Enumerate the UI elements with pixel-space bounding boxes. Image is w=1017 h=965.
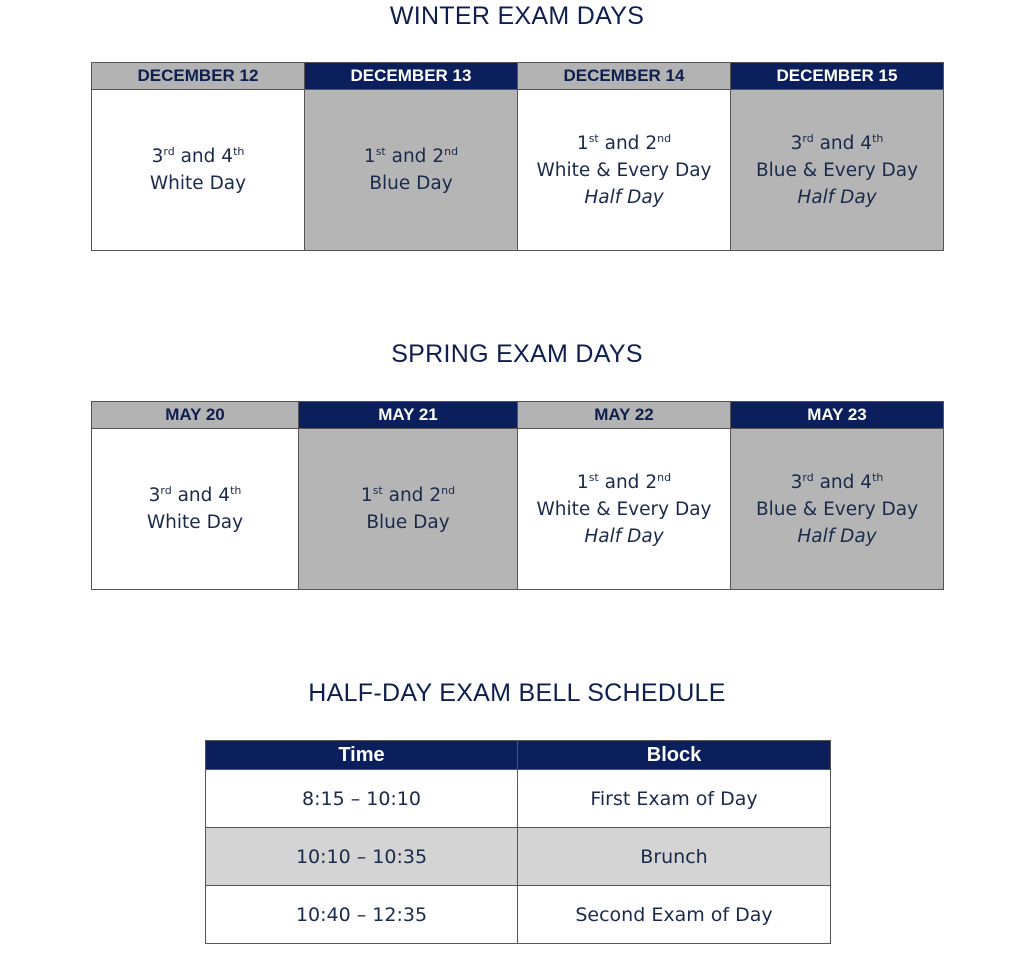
winter-day-cell: [305, 90, 518, 251]
winter-exam-table: [91, 62, 944, 251]
spring-exam-title: SPRING EXAM DAYS: [391, 340, 643, 368]
day-type-line: Blue & Every Day: [755, 159, 919, 181]
block-cell: First Exam of Day: [518, 770, 831, 828]
blocks-line: 3rd and 4th: [148, 484, 242, 506]
winter-day-cell: [92, 90, 305, 251]
blocks-line: 3rd and 4th: [790, 131, 884, 154]
table-row: [206, 770, 831, 828]
bell-schedule-title: HALF-DAY EXAM BELL SCHEDULE: [308, 679, 726, 707]
half-day-label: Half Day: [584, 186, 664, 208]
spring-date-header: MAY 22: [518, 402, 731, 429]
spring-content-row: [92, 429, 944, 590]
time-column-header: Time: [206, 741, 518, 770]
day-type-line: Blue Day: [366, 512, 450, 533]
spring-date-header: MAY 21: [299, 402, 518, 429]
time-cell: 8:15 – 10:10: [206, 770, 518, 828]
winter-day-cell: [518, 90, 731, 251]
bell-header-row: [206, 741, 831, 770]
winter-date-header: DECEMBER 13: [305, 63, 518, 90]
winter-exam-title: WINTER EXAM DAYS: [389, 2, 645, 30]
day-type-line: White & Every Day: [536, 159, 712, 181]
blocks-line: 3rd and 4th: [790, 470, 884, 493]
spring-exam-table: [91, 401, 944, 590]
bell-schedule-table: [205, 740, 831, 944]
half-day-label: Half Day: [584, 525, 664, 547]
time-cell: 10:10 – 10:35: [206, 828, 518, 886]
table-row: [206, 828, 831, 886]
blocks-line: 1st and 2nd: [360, 484, 456, 506]
half-day-label: Half Day: [797, 186, 877, 208]
winter-date-header: DECEMBER 12: [92, 63, 305, 90]
spring-day-cell: [92, 429, 299, 590]
day-type-line: White & Every Day: [536, 498, 712, 520]
spring-day-cell: [299, 429, 518, 590]
spring-date-header: MAY 23: [731, 402, 944, 429]
winter-content-row: [92, 90, 944, 251]
winter-header-row: [92, 63, 944, 90]
block-cell: Second Exam of Day: [518, 886, 831, 944]
spring-date-header: MAY 20: [92, 402, 299, 429]
blocks-line: 1st and 2nd: [576, 131, 672, 154]
day-type-line: White Day: [149, 173, 247, 194]
block-column-header: Block: [518, 741, 831, 770]
spring-day-cell: [518, 429, 731, 590]
day-type-line: White Day: [146, 512, 244, 533]
winter-day-cell: [731, 90, 944, 251]
spring-day-cell: [731, 429, 944, 590]
time-cell: 10:40 – 12:35: [206, 886, 518, 944]
spring-header-row: [92, 402, 944, 429]
winter-date-header: DECEMBER 14: [518, 63, 731, 90]
half-day-label: Half Day: [797, 525, 877, 547]
day-type-line: Blue & Every Day: [755, 498, 919, 520]
table-row: [206, 886, 831, 944]
winter-date-header: DECEMBER 15: [731, 63, 944, 90]
day-type-line: Blue Day: [369, 173, 453, 194]
blocks-line: 1st and 2nd: [576, 470, 672, 493]
blocks-line: 3rd and 4th: [151, 145, 245, 167]
block-cell: Brunch: [518, 828, 831, 886]
blocks-line: 1st and 2nd: [363, 145, 459, 167]
